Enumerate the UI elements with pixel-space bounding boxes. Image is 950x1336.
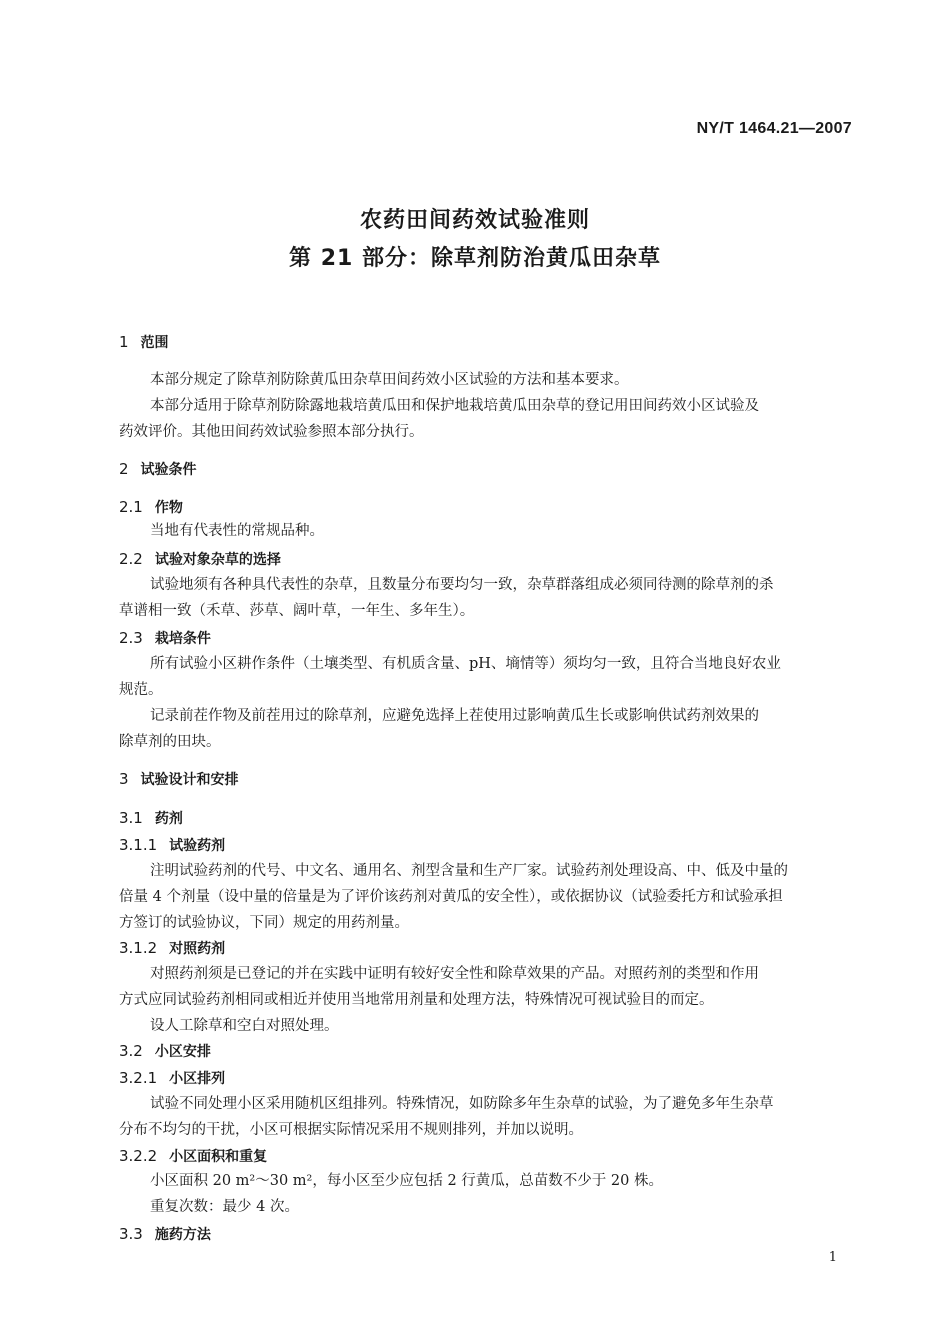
- section-label: 小区面积和重复: [169, 1149, 268, 1165]
- section-label: 小区排列: [169, 1071, 226, 1087]
- section-label: 试验药剂: [169, 838, 226, 854]
- document-title: 农药田间药效试验准则: [359, 208, 590, 233]
- standard-code: NY/T 1464.21—2007: [696, 120, 852, 137]
- section-heading: [119, 769, 239, 789]
- subsection-heading: [119, 549, 281, 569]
- section-number: 2.1: [119, 498, 143, 516]
- section-number: 1: [119, 333, 129, 351]
- section-heading: [119, 332, 169, 352]
- section-label: 试验设计和安排: [140, 772, 239, 788]
- subsection-heading: [119, 835, 225, 855]
- paragraph: [119, 518, 853, 544]
- section-number: 2: [119, 460, 129, 478]
- paragraph: [119, 367, 853, 445]
- section-label: 小区安排: [154, 1044, 211, 1060]
- paragraph: [119, 858, 853, 936]
- section-label: 范围: [140, 335, 169, 351]
- text-line: 对照药剂须是已登记的并在实践中证明有较好安全性和除草效果的产品。对照药剂的类型和作用: [150, 966, 759, 982]
- subsection-heading: [119, 1224, 211, 1244]
- text-line: 药效评价。其他田间药效试验参照本部分执行。: [119, 424, 424, 440]
- text-line: 规范。: [119, 682, 163, 698]
- subsection-heading: [119, 1146, 267, 1166]
- text-line: 除草剂的田块。: [119, 734, 221, 750]
- text-line: 分布不均匀的干扰，小区可根据实际情况采用不规则排列，并加以说明。: [119, 1122, 583, 1138]
- section-label: 对照药剂: [169, 941, 226, 957]
- document-subtitle: 第 21 部分：除草剂防治黄瓜田杂草: [289, 246, 661, 271]
- subsection-heading: [119, 1068, 225, 1088]
- section-number: 2.2: [119, 550, 143, 568]
- section-label: 试验对象杂草的选择: [154, 552, 281, 568]
- section-number: 3.2: [119, 1042, 143, 1060]
- section-label: 作物: [154, 500, 183, 516]
- text-line: 重复次数：最少 4 次。: [150, 1199, 299, 1215]
- section-number: 3.2.1: [119, 1069, 158, 1087]
- text-line: 记录前茬作物及前茬用过的除草剂，应避免选择上茬使用过影响黄瓜生长或影响供试药剂效果的: [150, 708, 759, 724]
- text-line: 试验地须有各种具代表性的杂草，且数量分布要均匀一致，杂草群落组成必须同待测的除草剂的杀: [150, 577, 774, 593]
- subsection-heading: [119, 628, 211, 648]
- text-line: 方式应同试验药剂相同或相近并使用当地常用剂量和处理方法，特殊情况可视试验目的而定。: [119, 992, 714, 1008]
- section-number: 3.2.2: [119, 1147, 158, 1165]
- section-number: 3: [119, 770, 129, 788]
- text-line: 本部分适用于除草剂防除露地栽培黄瓜田和保护地栽培黄瓜田杂草的登记用田间药效小区试验及: [150, 398, 759, 414]
- section-number: 3.3: [119, 1225, 143, 1243]
- subsection-heading: [119, 1041, 211, 1061]
- section-number: 3.1.2: [119, 939, 158, 957]
- text-line: 当地有代表性的常规品种。: [150, 523, 324, 539]
- section-label: 栽培条件: [154, 631, 211, 647]
- section-label: 施药方法: [154, 1227, 211, 1243]
- subsection-heading: [119, 808, 183, 828]
- section-number: 3.1.1: [119, 836, 158, 854]
- section-label: 试验条件: [140, 462, 197, 478]
- text-line: 小区面积 20 m²～30 m²，每小区至少应包括 2 行黄瓜，总苗数不少于 20 株。: [150, 1173, 663, 1189]
- text-line: 设人工除草和空白对照处理。: [150, 1018, 339, 1034]
- paragraph: [119, 961, 853, 1039]
- text-line: 草谱相一致（禾草、莎草、阔叶草，一年生、多年生）。: [119, 603, 475, 619]
- section-number: 2.3: [119, 629, 143, 647]
- section-label: 药剂: [154, 811, 183, 827]
- paragraph: [119, 651, 853, 755]
- page-number: 1: [828, 1250, 837, 1265]
- paragraph: [119, 1168, 853, 1220]
- text-line: 倍量 4 个剂量（设中量的倍量是为了评价该药剂对黄瓜的安全性），或依据协议（试验委托方和试验承担: [119, 889, 783, 905]
- paragraph: [119, 572, 853, 624]
- text-line: 本部分规定了除草剂防除黄瓜田杂草田间药效小区试验的方法和基本要求。: [150, 372, 629, 388]
- section-number: 3.1: [119, 809, 143, 827]
- text-line: 注明试验药剂的代号、中文名、通用名、剂型含量和生产厂家。试验药剂处理设高、中、低及中量的: [150, 863, 788, 879]
- text-line: 试验不同处理小区采用随机区组排列。特殊情况，如防除多年生杂草的试验，为了避免多年生杂草: [150, 1096, 774, 1112]
- paragraph: [119, 1091, 853, 1143]
- text-line: 所有试验小区耕作条件（土壤类型、有机质含量、pH、墒情等）须均匀一致，且符合当地良好农业: [150, 656, 781, 672]
- section-heading: [119, 459, 197, 479]
- subsection-heading: [119, 497, 183, 517]
- subsection-heading: [119, 938, 225, 958]
- text-line: 方签订的试验协议，下同）规定的用药剂量。: [119, 915, 409, 931]
